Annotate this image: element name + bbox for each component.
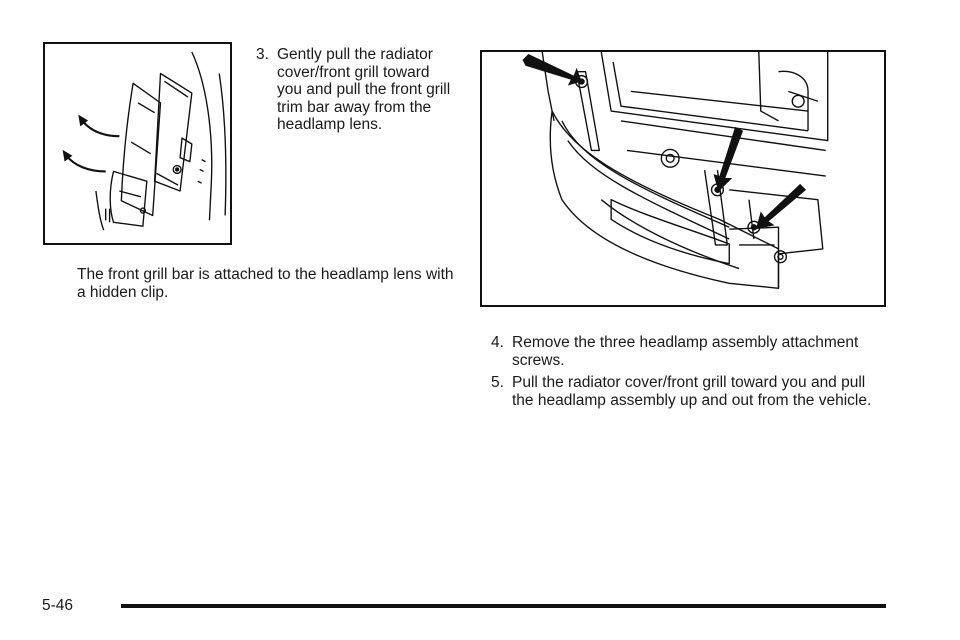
footer-rule xyxy=(121,604,886,608)
step-3-number: 3. xyxy=(256,46,269,63)
headlamp-screws-illustration xyxy=(480,50,886,307)
step-3 xyxy=(256,46,456,134)
step-4 xyxy=(491,334,891,369)
grill-pull-illustration xyxy=(43,42,232,245)
step-4-number: 4. xyxy=(491,334,504,351)
step-5-number: 5. xyxy=(491,374,504,391)
step-5 xyxy=(491,374,891,409)
page-number: 5-46 xyxy=(42,597,74,614)
step-4-text: Remove the three headlamp assembly attachment screws. xyxy=(512,334,859,369)
step-3-text: Gently pull the radiator cover/front grill toward you and pull the front grill trim bar away from the headlamp lens. xyxy=(277,46,451,133)
step-5-text: Pull the radiator cover/front grill toward you and pull the headlamp assembly up and out from the vehicle. xyxy=(512,374,872,409)
hidden-clip-note: The front grill bar is attached to the headlamp lens with a hidden clip. xyxy=(77,266,454,301)
